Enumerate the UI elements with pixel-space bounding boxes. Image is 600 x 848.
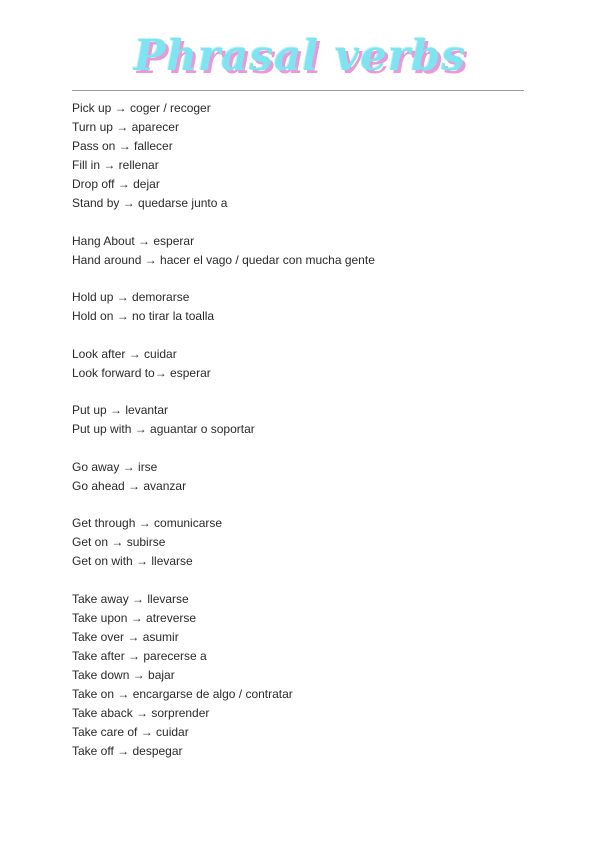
verb-entry: Get on → subirse [72, 535, 166, 549]
verb-entry: Take care of → cuidar [72, 724, 189, 739]
phrasal-verb-list [72, 99, 542, 779]
verb-entry: Take aback → sorprender [72, 705, 210, 720]
verb-entry: Go away → irse [72, 459, 158, 474]
verb-group [72, 99, 542, 213]
verb-entry: Hold up → demorarse [72, 290, 190, 304]
verb-entry: Stand by → quedarse junto a [72, 196, 228, 210]
verb-entry: Go ahead → avanzar [72, 478, 187, 493]
verb-entry: Hand around → hacer el vago / quedar con mucha gente [72, 252, 375, 267]
verb-group [72, 590, 542, 761]
verb-entry: Take down → bajar [72, 667, 175, 682]
page-title: Phrasal verbs [133, 31, 467, 80]
verb-group [72, 288, 542, 326]
verb-entry: Put up with → aguantar o soportar [72, 422, 255, 436]
verb-entry: Drop off → dejar [72, 177, 160, 191]
verb-group [72, 458, 542, 496]
verb-entry: Pick up → coger / recoger [72, 101, 211, 115]
verb-entry: Get on with → llevarse [72, 554, 193, 568]
verb-entry: Turn up → aparecer [72, 120, 179, 134]
verb-entry: Take after → parecerse a [72, 648, 207, 663]
verb-entry: Fill in → rellenar [72, 158, 159, 172]
verb-entry: Get through → comunicarse [72, 516, 223, 530]
verb-group [72, 514, 542, 571]
verb-entry: Take away → llevarse [72, 591, 189, 606]
verb-entry: Take off → despegar [72, 743, 183, 758]
verb-entry: Hold on → no tirar la toalla [72, 309, 215, 323]
verb-entry: Take over → asumir [72, 629, 179, 644]
verb-entry: Hang About → esperar [72, 233, 195, 248]
verb-group [72, 401, 542, 439]
title-divider [72, 90, 524, 91]
verb-entry: Pass on → fallecer [72, 139, 173, 153]
verb-entry: Put up → levantar [72, 403, 169, 417]
verb-entry: Take on → encargarse de algo / contratar [72, 686, 293, 701]
verb-group [72, 345, 542, 383]
verb-entry: Look forward to→ esperar [72, 365, 211, 380]
verb-entry: Look after → cuidar [72, 346, 177, 361]
verb-group [72, 232, 542, 270]
verb-entry: Take upon → atreverse [72, 610, 197, 625]
